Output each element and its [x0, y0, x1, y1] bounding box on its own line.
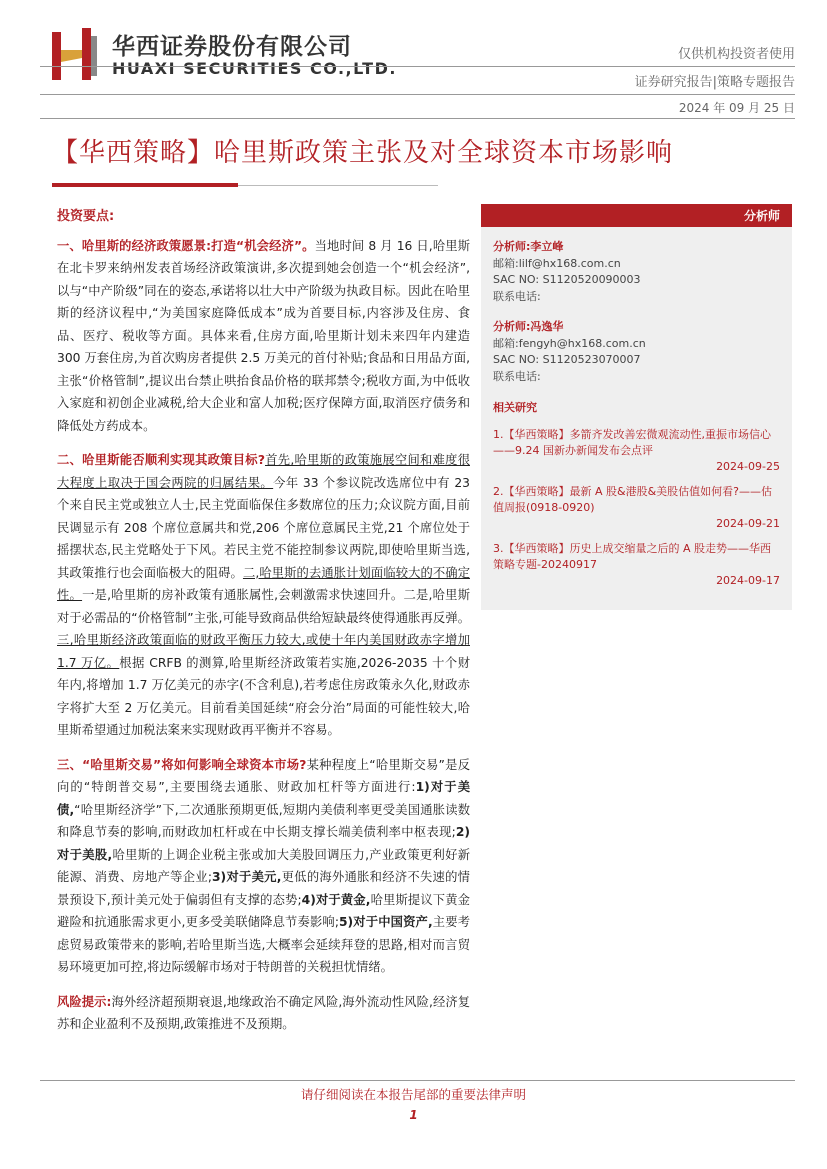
sidebar: [481, 204, 792, 610]
related-research-title: 相关研究: [493, 401, 537, 414]
section-3-text-1: “哈里斯经济学”下,二次通胀预期更低,短期内美债利率更受美国通胀读数和降息节奏的影响,而财政加杠杆或在中长期支撑长端美债利率中枢表现;: [57, 802, 471, 839]
title-underline: [52, 183, 238, 187]
section-2-point-2: 二,哈里斯的去通胀计划面临较大的不确定性。: [57, 565, 470, 602]
section-2-text-1: 今年 33 个参议院改选席位中有 23 个来自民主党或独立人士,民主党面临保住多数席位的压力;众议院方面,目前民调显示有 208 个席位意属共和党,206 个席位意属民主党,21 个席位处于摇摆状态,民主党略处于下风。若民主党不能控制参议两院,即使哈里斯当选,其政策推行也会面临极大的阻碍。: [57, 475, 470, 580]
analyst-1-phone: 联系电话:: [493, 289, 541, 303]
main-content: [57, 206, 470, 1048]
analyst-2-email: 邮箱:fengyh@hx168.com.cn: [493, 336, 646, 350]
section-3-bold-4: 4)对于黄金,: [301, 892, 371, 907]
analyst-1-sac: SAC NO: S1120520090003: [493, 273, 641, 286]
section-1-body: 当地时间 8 月 16 日,哈里斯在北卡罗来纳州发表首场经济政策演讲,多次提到她会创造一个“机会经济”,以与“中产阶级”同在的姿态,承诺将以壮大中产阶级为执政目标。因此在哈里斯的经济议程中,“为美国家庭降低成本”成为首要目标,内容涉及住房、食品、医疗、税收等方面。具体来看,住房方面,哈里斯计划未来四年内建造 300 万套住房,为首次购房者提供 2.5 万美元的首付补贴;食品和日用品方面,主张“价格管制”,提议出台禁止哄抬食品价格的联邦禁令;税收方面,为中低收入家庭和初创企业减税,给大企业和富人加税;医疗保障方面,取消医疗债务和降低处方药成本。: [57, 238, 470, 433]
related-item-2-date: 2024-09-21: [716, 517, 780, 530]
header-divider: [40, 66, 795, 67]
company-logo: [40, 26, 397, 84]
audience-note: 仅供机构投资者使用: [677, 47, 795, 62]
header-divider-3: [40, 118, 795, 119]
analyst-2-sac: SAC NO: S1120523070007: [493, 353, 641, 366]
section-2-point-1: 首先,哈里斯的政策施展空间和难度很大程度上取决于国会两院的归属结果。: [57, 453, 470, 490]
section-3-intro: 某种程度上“哈里斯交易”是反向的“特朗普交易”,主要围绕去通胀、财政加杠杆等方面进行:: [57, 757, 470, 794]
section-1: [57, 235, 470, 438]
section-3-text-2: 哈里斯的上调企业税主张或加大美股回调压力,产业政策更利好新能源、消费、房地产等企业;: [57, 847, 470, 884]
report-date: 2024 年 09 月 25 日: [678, 101, 795, 115]
analyst-header: 分析师: [481, 204, 792, 227]
section-3-bold-5: 5)对于中国资产,: [338, 915, 433, 929]
section-3-head: 三、“哈里斯交易”将如何影响全球资本市场?: [57, 757, 307, 772]
analyst-2: [493, 319, 780, 385]
related-item-1[interactable]: 1.【华西策略】多箭齐发改善宏微观流动性,重振市场信心——9.24 国新办新闻发布会点评: [493, 428, 771, 457]
section-2-text-3: 根据 CRFB 的测算,哈里斯经济政策若实施,2026-2035 十个财年内,将增加 1.7 万亿美元的赤字(不含利息),若考虑住房政策永久化,财政赤字将扩大至 2 万亿美元。目前看美国延续“府会分治”局面的可能性较大,哈里斯希望通过加税法案来实现财政再平衡并不容易。: [57, 655, 470, 737]
title-underline-grey: [238, 185, 438, 186]
related-item-1-date: 2024-09-25: [716, 460, 780, 473]
risk-section: [57, 991, 470, 1036]
footer-divider: [40, 1080, 795, 1081]
section-2-head: 二、哈里斯能否顺利实现其政策目标?: [57, 453, 265, 467]
report-title: 【华西策略】哈里斯政策主张及对全球资本市场影响: [52, 138, 674, 168]
section-2-text-2: 一是,哈里斯的房补政策有通胀属性,会刺激需求快速回升。二是,哈里斯对于必需品的“价格管制”主张,可能导致商品供给短缺最终使得通胀再反弹。: [57, 588, 470, 625]
related-item-3[interactable]: 3.【华西策略】历史上成交缩量之后的 A 股走势——华西策略专题-20240917: [493, 542, 772, 571]
company-name-cn: 华西证券股份有限公司: [112, 33, 352, 60]
section-3-bold-1: 1)对于美债,: [57, 780, 471, 817]
section-3-bold-3: 3)对于美元,: [212, 870, 282, 884]
section-3-bold-2: 2)对于美股,: [57, 825, 470, 862]
analyst-1-email: 邮箱:lilf@hx168.com.cn: [493, 256, 621, 270]
related-item-3-date: 2024-09-17: [716, 574, 780, 587]
section-3: [57, 754, 470, 979]
related-item-2[interactable]: 2.【华西策略】最新 A 股&港股&美股估值如何看?——估值周报(0918-0920): [493, 485, 773, 514]
report-type: 证券研究报告|策略专题报告: [634, 75, 795, 90]
section-1-head: 一、哈里斯的经济政策愿景:打造“机会经济”。: [57, 238, 315, 253]
analyst-2-name: 分析师:冯逸华: [493, 320, 564, 333]
risk-body: 海外经济超预期衰退,地缘政治不确定风险,海外流动性风险,经济复苏和企业盈利不及预期,政策推进不及预期。: [57, 994, 470, 1031]
risk-head: 风险提示:: [57, 994, 112, 1009]
key-points-title: 投资要点:: [57, 209, 115, 224]
company-name-en: HUAXI SECURITIES CO.,LTD.: [112, 59, 397, 78]
section-3-text-5: 主要考虑贸易政策带来的影响,若哈里斯当选,大概率会延续拜登的思路,相对而言贸易环境更加可控,将边际缓解市场对于特朗普的关税担忧情绪。: [57, 915, 470, 974]
section-2: [57, 449, 470, 742]
section-3-text-3: 更低的海外通胀和经济不失速的情景预设下,预计美元处于偏弱但有支撑的态势;: [57, 870, 470, 907]
huaxi-logo-icon: [52, 28, 98, 80]
analyst-1-name: 分析师:李立峰: [493, 240, 564, 253]
analyst-1: [493, 239, 780, 305]
sidebar-body: [481, 227, 792, 610]
legal-disclaimer: 请仔细阅读在本报告尾部的重要法律声明: [300, 1087, 526, 1102]
section-3-text-4: 哈里斯提议下黄金避险和抗通胀需求更小,更多受美联储降息节奏影响;: [57, 892, 470, 929]
section-2-point-3: 三,哈里斯经济政策面临的财政平衡压力较大,或使十年内美国财政赤字增加 1.7 万亿。: [57, 633, 470, 670]
analyst-2-phone: 联系电话:: [493, 369, 541, 383]
header-divider-2: [40, 94, 795, 95]
page-number: 1: [409, 1108, 418, 1122]
